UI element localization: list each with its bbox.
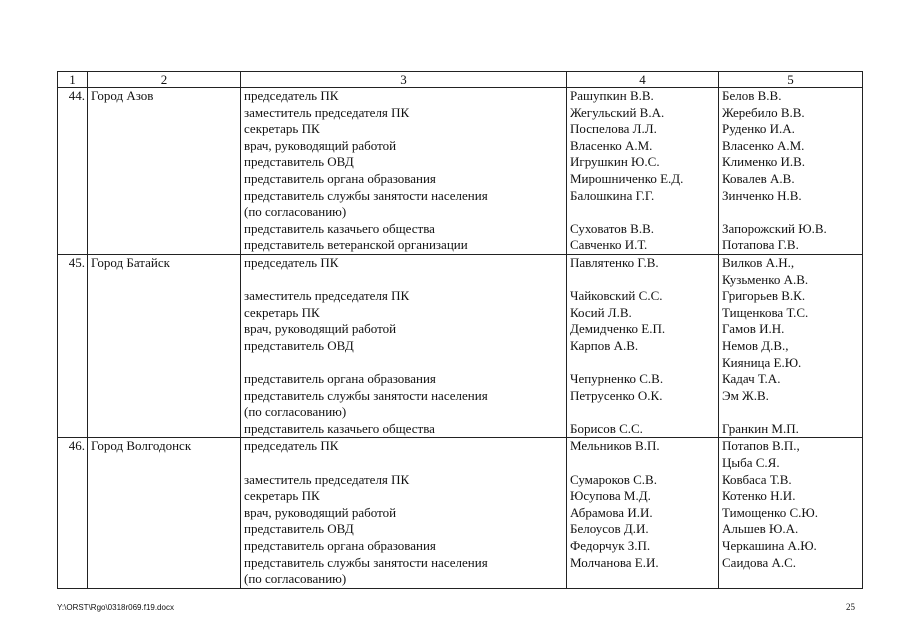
reserve-name: Альшев Ю.А. xyxy=(722,521,799,537)
role-line: представитель ОВД xyxy=(244,337,354,353)
reserve-name: Власенко А.М. xyxy=(722,137,805,153)
row-number: 46. xyxy=(58,438,88,588)
member-name: Демидченко Е.П. xyxy=(570,321,666,337)
role-line xyxy=(244,455,563,472)
reserve-name: Руденко И.А. xyxy=(722,121,795,137)
table-row xyxy=(58,254,863,438)
column-header-5: 5 xyxy=(719,72,863,88)
reserve-name: Запорожский Ю.В. xyxy=(722,220,827,236)
member-name xyxy=(570,272,715,289)
member-cell xyxy=(567,254,719,438)
reserve-cell xyxy=(719,438,863,588)
role-line: заместитель председателя ПК xyxy=(244,104,410,120)
member-name: Мирошниченко Е.Д. xyxy=(570,170,684,186)
member-name: Мельников В.П. xyxy=(570,438,660,454)
member-name xyxy=(570,355,715,372)
reserve-name: Цыба С.Я. xyxy=(722,455,780,471)
column-header-3: 3 xyxy=(241,72,567,88)
member-name: Жегульский В.А. xyxy=(570,104,665,120)
role-line: врач, руководящий работой xyxy=(244,504,397,520)
column-header-1: 1 xyxy=(58,72,88,88)
member-cell xyxy=(567,88,719,255)
role-line: (по согласованию) xyxy=(244,204,347,220)
role-cell xyxy=(241,254,567,438)
member-name: Балошкина Г.Г. xyxy=(570,187,655,203)
role-line: представитель органа образования xyxy=(244,170,436,186)
reserve-name: Григорьев В.К. xyxy=(722,288,806,304)
row-number: 44. xyxy=(58,88,88,255)
reserve-cell xyxy=(719,88,863,255)
role-line: заместитель председателя ПК xyxy=(244,471,410,487)
role-line: представитель ветеранской организации xyxy=(244,237,468,253)
member-name: Молчанова Е.И. xyxy=(570,554,659,570)
reserve-cell xyxy=(719,254,863,438)
table-row xyxy=(58,438,863,588)
reserve-name: Ковбаса Т.В. xyxy=(722,471,792,487)
city-name: Город Батайск xyxy=(88,254,241,438)
member-name: Борисов С.С. xyxy=(570,420,643,436)
member-name: Чайковский С.С. xyxy=(570,288,663,304)
commission-table xyxy=(57,71,863,589)
row-number: 45. xyxy=(58,254,88,438)
reserve-name: Потапова Г.В. xyxy=(722,237,799,253)
role-line: председатель ПК xyxy=(244,254,339,270)
member-name: Чепурненко С.В. xyxy=(570,371,664,387)
reserve-name: Гранкин М.П. xyxy=(722,420,799,436)
member-name xyxy=(570,404,715,421)
member-cell xyxy=(567,438,719,588)
member-name: Косий Л.В. xyxy=(570,304,632,320)
role-line: председатель ПК xyxy=(244,438,339,454)
member-name: Игрушкин Ю.С. xyxy=(570,154,660,170)
reserve-name: Тищенкова Т.С. xyxy=(722,304,809,320)
reserve-name: Зинченко Н.В. xyxy=(722,187,802,203)
role-line: врач, руководящий работой xyxy=(244,321,397,337)
role-line: представитель казачьего общества xyxy=(244,420,435,436)
role-line: представитель ОВД xyxy=(244,521,354,537)
role-line: председатель ПК xyxy=(244,88,339,103)
member-name: Павлятенко Г.В. xyxy=(570,254,659,270)
reserve-name xyxy=(722,404,859,421)
member-name: Власенко А.М. xyxy=(570,137,653,153)
role-line: (по согласованию) xyxy=(244,571,347,587)
member-name: Рашупкин В.В. xyxy=(570,88,654,103)
column-header-4: 4 xyxy=(567,72,719,88)
city-name: Город Волгодонск xyxy=(88,438,241,588)
role-line: секретарь ПК xyxy=(244,304,320,320)
member-name: Петрусенко О.К. xyxy=(570,387,663,403)
role-line: представитель органа образования xyxy=(244,371,436,387)
reserve-name xyxy=(722,204,859,221)
role-line: заместитель председателя ПК xyxy=(244,288,410,304)
member-name: Юсупова М.Д. xyxy=(570,488,651,504)
footer-file-path: Y:\ORST\Rgo\0318r069.f19.docx xyxy=(57,603,174,612)
reserve-name xyxy=(722,571,859,588)
reserve-name: Немов Д.В., xyxy=(722,337,789,353)
reserve-name: Вилков А.Н., xyxy=(722,254,795,270)
reserve-name: Белов В.В. xyxy=(722,88,782,103)
role-line: представитель ОВД xyxy=(244,154,354,170)
role-line xyxy=(244,355,563,372)
role-line: представитель органа образования xyxy=(244,538,436,554)
role-line: представитель службы занятости населения xyxy=(244,387,488,403)
city-name: Город Азов xyxy=(88,88,241,255)
reserve-name: Кияница Е.Ю. xyxy=(722,354,802,370)
reserve-name: Эм Ж.В. xyxy=(722,387,769,403)
member-name xyxy=(570,571,715,588)
member-name xyxy=(570,455,715,472)
role-line: врач, руководящий работой xyxy=(244,137,397,153)
role-line: (по согласованию) xyxy=(244,404,347,420)
role-line: представитель службы занятости населения xyxy=(244,554,488,570)
role-line: представитель казачьего общества xyxy=(244,220,435,236)
member-name xyxy=(570,204,715,221)
reserve-name: Гамов И.Н. xyxy=(722,321,785,337)
member-name: Карпов А.В. xyxy=(570,337,639,353)
reserve-name: Тимощенко С.Ю. xyxy=(722,504,818,520)
column-header-2: 2 xyxy=(88,72,241,88)
member-name: Абрамова И.И. xyxy=(570,504,653,520)
member-name: Поспелова Л.Л. xyxy=(570,121,657,137)
member-name: Суховатов В.В. xyxy=(570,220,654,236)
reserve-name: Котенко Н.И. xyxy=(722,488,796,504)
role-line: секретарь ПК xyxy=(244,121,320,137)
header-row xyxy=(58,72,863,88)
reserve-name: Ковалев А.В. xyxy=(722,170,795,186)
page-number: 25 xyxy=(846,602,855,612)
reserve-name: Потапов В.П., xyxy=(722,438,800,454)
table-row xyxy=(58,88,863,255)
reserve-name: Саидова А.С. xyxy=(722,554,797,570)
member-name: Федорчук З.П. xyxy=(570,538,651,554)
member-name: Савченко И.Т. xyxy=(570,237,648,253)
reserve-name: Клименко И.В. xyxy=(722,154,806,170)
member-name: Сумароков С.В. xyxy=(570,471,657,487)
role-line: секретарь ПК xyxy=(244,488,320,504)
reserve-name: Черкашина А.Ю. xyxy=(722,538,817,554)
role-line xyxy=(244,272,563,289)
role-cell xyxy=(241,88,567,255)
role-cell xyxy=(241,438,567,588)
member-name: Белоусов Д.И. xyxy=(570,521,649,537)
reserve-name: Кузьменко А.В. xyxy=(722,271,809,287)
reserve-name: Жеребило В.В. xyxy=(722,104,805,120)
role-line: представитель службы занятости населения xyxy=(244,187,488,203)
reserve-name: Кадач Т.А. xyxy=(722,371,781,387)
